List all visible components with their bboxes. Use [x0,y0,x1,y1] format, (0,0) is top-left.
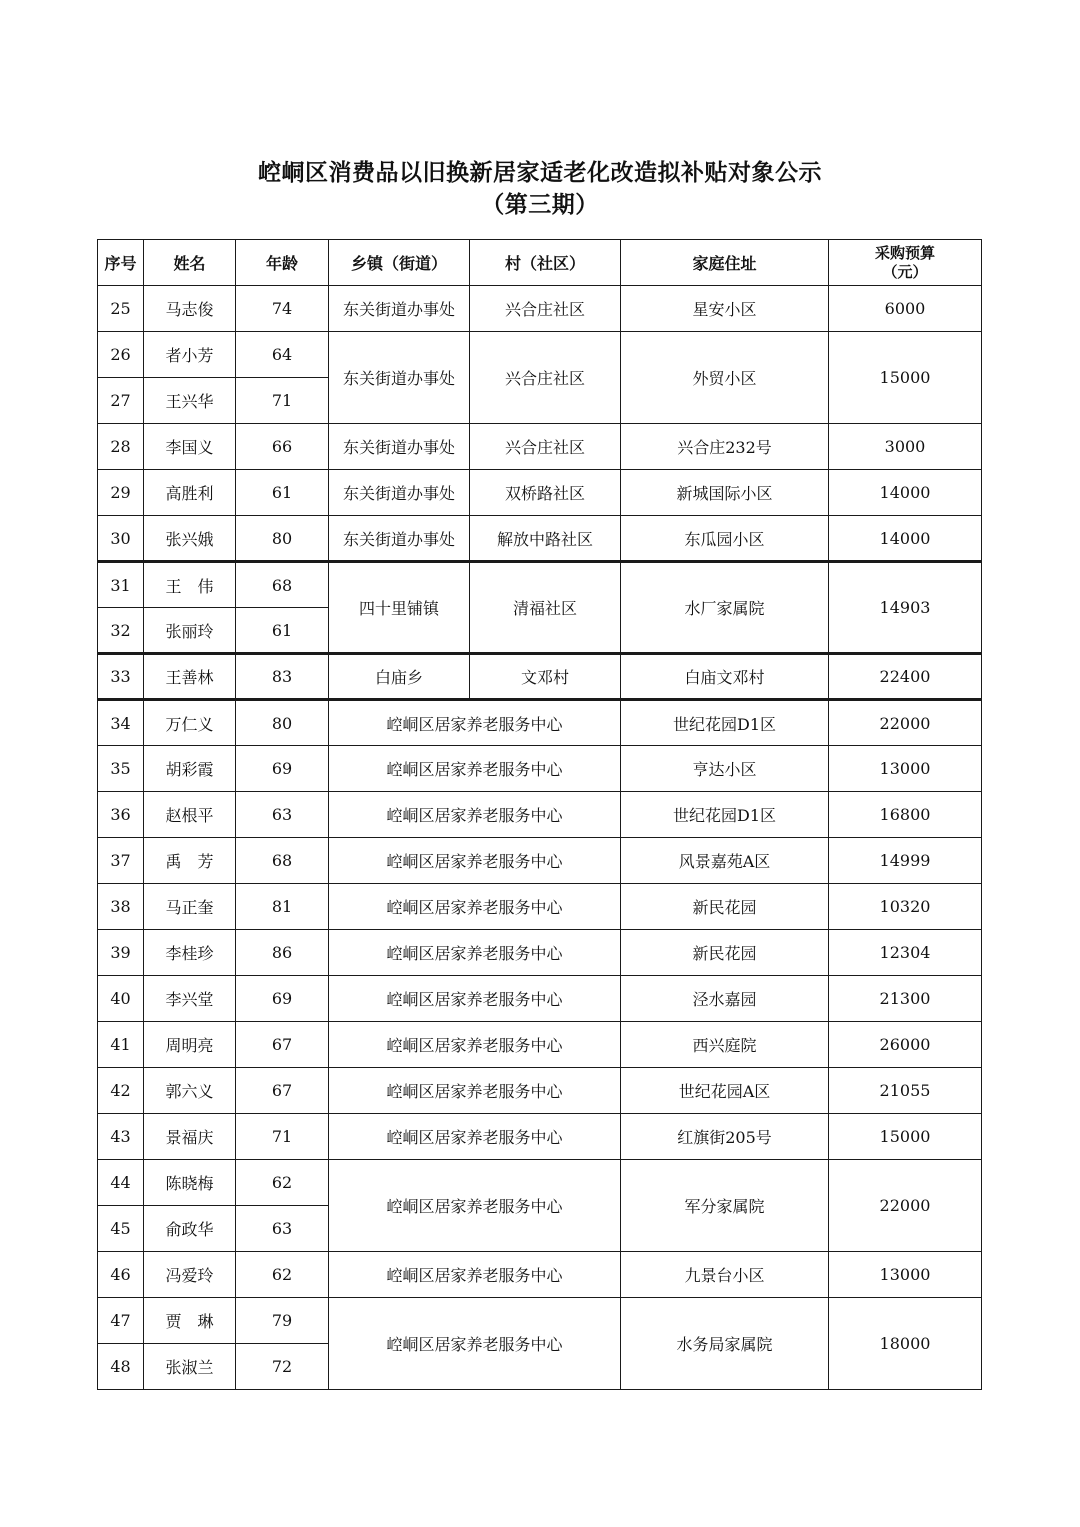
cell-seq: 41 [98,1022,144,1068]
cell-age: 71 [236,1114,329,1160]
cell-seq: 48 [98,1344,144,1390]
table-row [98,700,982,746]
cell-address: 军分家属院 [621,1160,829,1252]
cell-name: 王善林 [144,654,236,700]
table-row [98,1252,982,1298]
cell-center: 崆峒区居家养老服务中心 [329,746,621,792]
cell-address: 世纪花园D1区 [621,792,829,838]
cell-address: 西兴庭院 [621,1022,829,1068]
table-row [98,884,982,930]
cell-name: 景福庆 [144,1114,236,1160]
cell-center: 崆峒区居家养老服务中心 [329,1252,621,1298]
cell-town: 东关街道办事处 [329,470,470,516]
cell-budget: 22000 [829,1160,982,1252]
cell-town: 四十里铺镇 [329,562,470,654]
cell-name: 周明亮 [144,1022,236,1068]
table-row [98,424,982,470]
table-header-row [98,240,982,286]
cell-address: 世纪花园A区 [621,1068,829,1114]
cell-name: 赵根平 [144,792,236,838]
table-row [98,838,982,884]
cell-age: 80 [236,700,329,746]
cell-center: 崆峒区居家养老服务中心 [329,1068,621,1114]
cell-center: 崆峒区居家养老服务中心 [329,838,621,884]
table-row [98,286,982,332]
cell-village: 兴合庄社区 [470,424,621,470]
table-row [98,746,982,792]
cell-address: 亨达小区 [621,746,829,792]
cell-budget: 13000 [829,1252,982,1298]
cell-budget: 26000 [829,1022,982,1068]
cell-seq: 31 [98,562,144,608]
cell-address: 新民花园 [621,930,829,976]
cell-address: 风景嘉苑A区 [621,838,829,884]
cell-address: 东瓜园小区 [621,516,829,562]
cell-seq: 29 [98,470,144,516]
cell-center: 崆峒区居家养老服务中心 [329,1160,621,1252]
cell-center: 崆峒区居家养老服务中心 [329,700,621,746]
cell-age: 72 [236,1344,329,1390]
cell-name: 禹 芳 [144,838,236,884]
cell-town: 东关街道办事处 [329,516,470,562]
cell-age: 62 [236,1252,329,1298]
cell-budget: 10320 [829,884,982,930]
cell-age: 62 [236,1160,329,1206]
cell-budget: 15000 [829,332,982,424]
cell-budget: 14000 [829,470,982,516]
cell-seq: 47 [98,1298,144,1344]
cell-village: 兴合庄社区 [470,332,621,424]
cell-age: 63 [236,1206,329,1252]
cell-seq: 30 [98,516,144,562]
table-row [98,562,982,608]
cell-age: 64 [236,332,329,378]
cell-name: 胡彩霞 [144,746,236,792]
table-row [98,654,982,700]
cell-age: 68 [236,562,329,608]
cell-town: 东关街道办事处 [329,332,470,424]
cell-budget: 14999 [829,838,982,884]
table-row [98,1022,982,1068]
table-row [98,1160,982,1206]
cell-seq: 34 [98,700,144,746]
cell-name: 郭六义 [144,1068,236,1114]
cell-village: 兴合庄社区 [470,286,621,332]
cell-seq: 25 [98,286,144,332]
table-row [98,976,982,1022]
table-row [98,792,982,838]
cell-name: 张淑兰 [144,1344,236,1390]
cell-seq: 37 [98,838,144,884]
cell-seq: 44 [98,1160,144,1206]
cell-budget: 22400 [829,654,982,700]
table-row [98,516,982,562]
cell-town: 东关街道办事处 [329,424,470,470]
cell-budget: 15000 [829,1114,982,1160]
cell-name: 王 伟 [144,562,236,608]
cell-center: 崆峒区居家养老服务中心 [329,1114,621,1160]
cell-address: 泾水嘉园 [621,976,829,1022]
cell-seq: 38 [98,884,144,930]
cell-budget: 12304 [829,930,982,976]
header-address: 家庭住址 [621,240,829,286]
cell-village: 文邓村 [470,654,621,700]
cell-seq: 33 [98,654,144,700]
table-row [98,1298,982,1344]
cell-budget: 6000 [829,286,982,332]
cell-seq: 42 [98,1068,144,1114]
cell-age: 67 [236,1022,329,1068]
table-row [98,930,982,976]
cell-town: 白庙乡 [329,654,470,700]
cell-age: 67 [236,1068,329,1114]
cell-age: 71 [236,378,329,424]
header-budget-line2: （元） [882,262,928,281]
cell-budget: 3000 [829,424,982,470]
cell-budget: 21300 [829,976,982,1022]
cell-name: 李兴堂 [144,976,236,1022]
cell-name: 高胜利 [144,470,236,516]
page-subtitle: （第三期） [481,192,599,218]
cell-address: 新民花园 [621,884,829,930]
cell-age: 61 [236,470,329,516]
cell-seq: 26 [98,332,144,378]
cell-age: 74 [236,286,329,332]
cell-age: 80 [236,516,329,562]
cell-age: 68 [236,838,329,884]
cell-name: 王兴华 [144,378,236,424]
cell-seq: 36 [98,792,144,838]
cell-name: 万仁义 [144,700,236,746]
cell-seq: 28 [98,424,144,470]
cell-age: 83 [236,654,329,700]
cell-town: 东关街道办事处 [329,286,470,332]
cell-center: 崆峒区居家养老服务中心 [329,792,621,838]
header-seq: 序号 [98,240,144,286]
cell-address: 红旗街205号 [621,1114,829,1160]
cell-age: 63 [236,792,329,838]
header-village: 村（社区） [470,240,621,286]
cell-name: 张兴娥 [144,516,236,562]
cell-name: 者小芳 [144,332,236,378]
cell-center: 崆峒区居家养老服务中心 [329,976,621,1022]
table-row [98,1114,982,1160]
cell-address: 水厂家属院 [621,562,829,654]
cell-seq: 43 [98,1114,144,1160]
cell-name: 马志俊 [144,286,236,332]
header-age: 年龄 [236,240,329,286]
cell-age: 86 [236,930,329,976]
cell-name: 李桂珍 [144,930,236,976]
cell-address: 世纪花园D1区 [621,700,829,746]
cell-seq: 45 [98,1206,144,1252]
cell-budget: 18000 [829,1298,982,1390]
cell-center: 崆峒区居家养老服务中心 [329,930,621,976]
cell-budget: 22000 [829,700,982,746]
cell-age: 61 [236,608,329,654]
cell-age: 69 [236,976,329,1022]
cell-address: 外贸小区 [621,332,829,424]
header-budget-line1: 采购预算 [874,243,935,262]
cell-address: 新城国际小区 [621,470,829,516]
cell-center: 崆峒区居家养老服务中心 [329,884,621,930]
table-row [98,1068,982,1114]
cell-seq: 27 [98,378,144,424]
page-title: 崆峒区消费品以旧换新居家适老化改造拟补贴对象公示 [258,160,822,186]
subsidy-table [97,239,982,1390]
cell-village: 双桥路社区 [470,470,621,516]
cell-age: 79 [236,1298,329,1344]
cell-age: 69 [236,746,329,792]
cell-name: 张丽玲 [144,608,236,654]
cell-budget: 16800 [829,792,982,838]
cell-budget: 14000 [829,516,982,562]
cell-name: 李国义 [144,424,236,470]
cell-address: 白庙文邓村 [621,654,829,700]
cell-budget: 21055 [829,1068,982,1114]
cell-name: 俞政华 [144,1206,236,1252]
cell-seq: 39 [98,930,144,976]
cell-address: 水务局家属院 [621,1298,829,1390]
table-row [98,332,982,378]
header-name: 姓名 [144,240,236,286]
cell-village: 解放中路社区 [470,516,621,562]
cell-seq: 32 [98,608,144,654]
cell-budget: 14903 [829,562,982,654]
cell-name: 马正奎 [144,884,236,930]
cell-age: 81 [236,884,329,930]
cell-address: 星安小区 [621,286,829,332]
cell-address: 九景台小区 [621,1252,829,1298]
cell-center: 崆峒区居家养老服务中心 [329,1022,621,1068]
header-budget [829,240,982,286]
cell-name: 陈晓梅 [144,1160,236,1206]
cell-budget: 13000 [829,746,982,792]
cell-seq: 46 [98,1252,144,1298]
cell-center: 崆峒区居家养老服务中心 [329,1298,621,1390]
table-row [98,470,982,516]
cell-age: 66 [236,424,329,470]
cell-name: 贾 琳 [144,1298,236,1344]
cell-name: 冯爱玲 [144,1252,236,1298]
cell-address: 兴合庄232号 [621,424,829,470]
header-town: 乡镇（街道） [329,240,470,286]
cell-seq: 35 [98,746,144,792]
cell-seq: 40 [98,976,144,1022]
cell-village: 清福社区 [470,562,621,654]
